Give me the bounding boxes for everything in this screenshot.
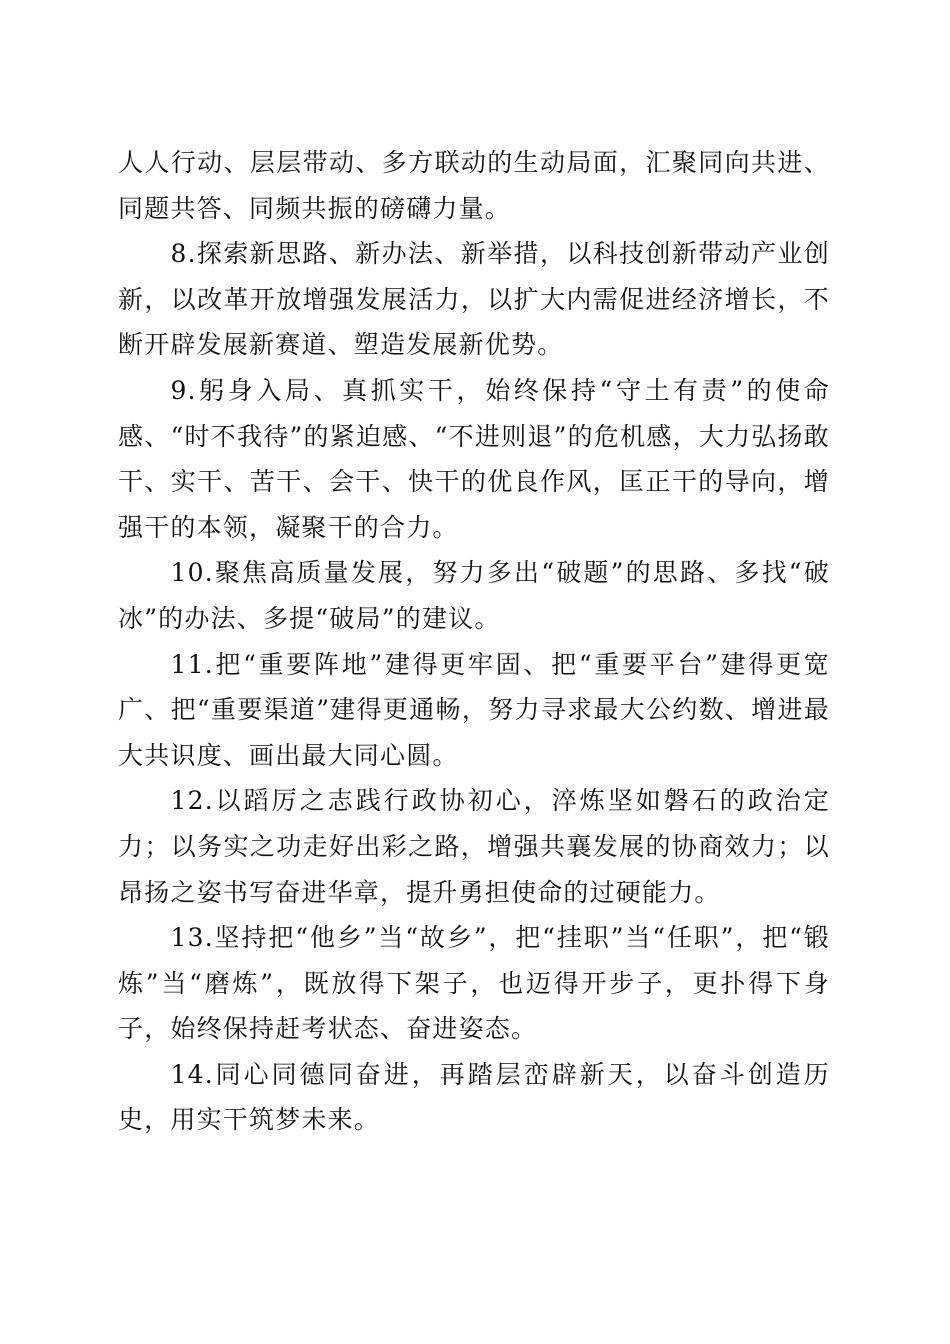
paragraph-continued: 人人行动、层层带动、多方联动的生动局面，汇聚同向共进、同题共答、同频共振的磅礴力量。 bbox=[118, 148, 830, 223]
document-body bbox=[118, 140, 830, 1143]
paragraph-item-12: 12.以蹈厉之志践行政协初心，淬炼坚如磐石的政治定力；以务实之功走好出彩之路，增强共襄发展的协商效力；以昂扬之姿书写奋进华章，提升勇担使命的过硬能力。 bbox=[118, 786, 830, 907]
paragraph-item-14: 14.同心同德同奋进，再踏层峦辟新天，以奋斗创造历史，用实干筑梦未来。 bbox=[118, 1059, 830, 1135]
paragraph-item-10: 10.聚焦高质量发展，努力多出“破题”的思路、多找“破冰”的办法、多提“破局”的建议。 bbox=[118, 558, 830, 633]
paragraph-item-11: 11.把“重要阵地”建得更牢固、把“重要平台”建得更宽广、把“重要渠道”建得更通畅，努力寻求最大公约数、增进最大共识度、画出最大同心圆。 bbox=[118, 649, 830, 770]
paragraph-item-8: 8.探索新思路、新办法、新举措，以科技创新带动产业创新，以改革开放增强发展活力，以扩大内需促进经济增长，不断开辟发展新赛道、塑造发展新优势。 bbox=[118, 239, 830, 360]
paragraph-item-13: 13.坚持把“他乡”当“故乡”，把“挂职”当“任职”，把“锻炼”当“磨炼”，既放得下架子，也迈得开步子，更扑得下身子，始终保持赶考状态、奋进姿态。 bbox=[118, 923, 830, 1044]
paragraph-item-9: 9.躬身入局、真抓实干，始终保持“守土有责”的使命感、“时不我待”的紧迫感、“不进则退”的危机感，大力弘扬敢干、实干、苦干、会干、快干的优良作风，匡正干的导向，增强干的本领，凝聚干的合力。 bbox=[118, 375, 830, 542]
